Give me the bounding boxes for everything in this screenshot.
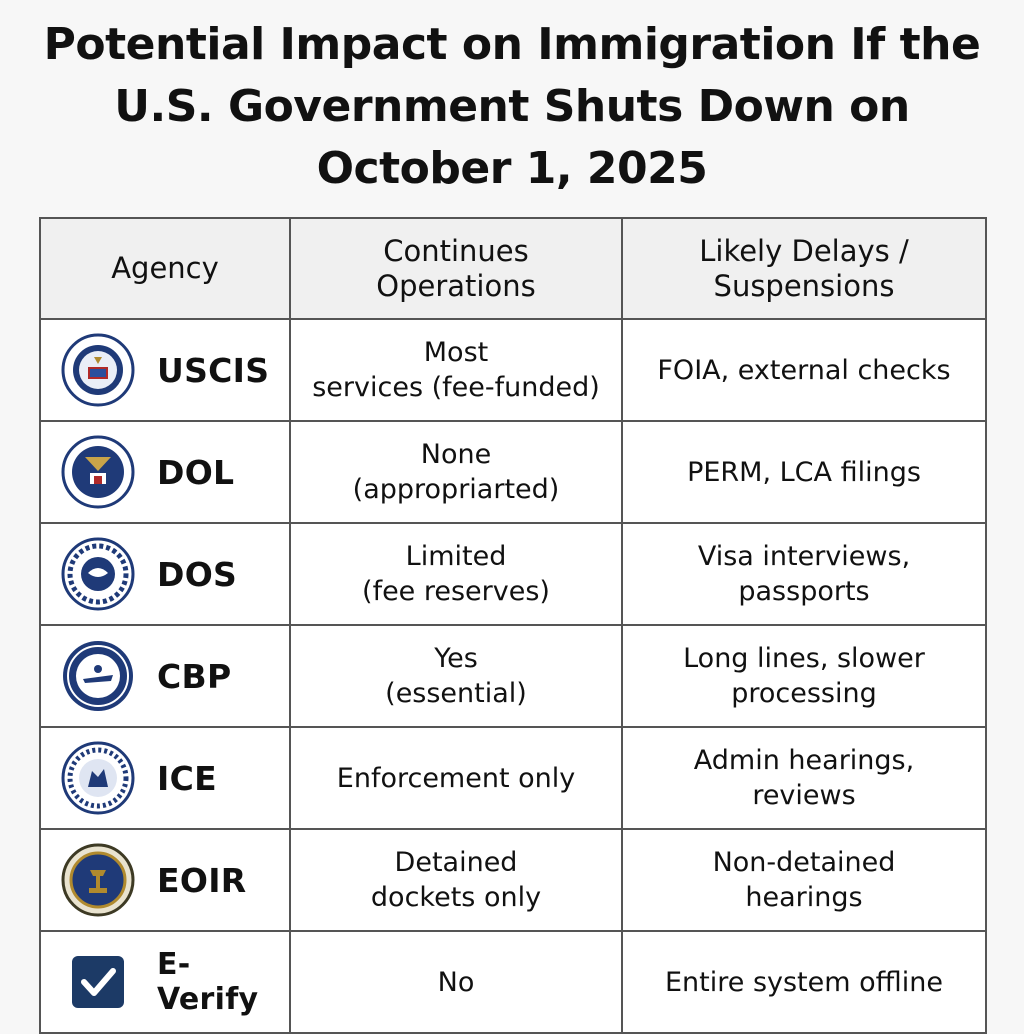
ice-seal-icon <box>61 741 135 815</box>
agency-name: CBP <box>157 656 232 696</box>
agency-name: DOL <box>157 452 235 492</box>
cbp-seal-icon <box>61 639 135 713</box>
checkmark-icon <box>61 945 135 1019</box>
dos-seal-icon <box>61 537 135 611</box>
agency-name: E-Verify <box>157 947 259 1017</box>
header-agency: Agency <box>40 218 290 319</box>
delays-cell: Long lines, slower processing <box>622 625 986 727</box>
table-row <box>40 727 986 829</box>
agency-name: EOIR <box>157 860 247 900</box>
agency-name: DOS <box>157 554 238 594</box>
agency-name: ICE <box>157 758 217 798</box>
header-delays: Likely Delays / Suspensions <box>622 218 986 319</box>
header-continues: Continues Operations <box>290 218 622 319</box>
table-row <box>40 421 986 523</box>
continues-cell: Limited (fee reserves) <box>290 523 622 625</box>
eoir-seal-icon <box>61 843 135 917</box>
continues-cell: No <box>290 931 622 1033</box>
header-row <box>40 218 986 319</box>
delays-cell: Non-detained hearings <box>622 829 986 931</box>
delays-cell: Admin hearings, reviews <box>622 727 986 829</box>
table-row <box>40 829 986 931</box>
agency-name: USCIS <box>157 350 270 390</box>
delays-cell: Entire system offline <box>622 931 986 1033</box>
dol-seal-icon <box>61 435 135 509</box>
continues-cell: Yes (essential) <box>290 625 622 727</box>
table-row <box>40 625 986 727</box>
continues-cell: None (appropriarted) <box>290 421 622 523</box>
impact-table <box>39 217 987 1034</box>
page-title: Potential Impact on Immigration If the U.S. Government Shuts Down on October 1, 2025 <box>43 19 981 194</box>
table-row <box>40 523 986 625</box>
uscis-seal-icon <box>61 333 135 407</box>
continues-cell: Detained dockets only <box>290 829 622 931</box>
continues-cell: Enforcement only <box>290 727 622 829</box>
table-row <box>40 931 986 1033</box>
delays-cell: Visa interviews, passports <box>622 523 986 625</box>
continues-cell: Most services (fee-funded) <box>290 319 622 421</box>
delays-cell: FOIA, external checks <box>622 319 986 421</box>
table-row <box>40 319 986 421</box>
delays-cell: PERM, LCA filings <box>622 421 986 523</box>
